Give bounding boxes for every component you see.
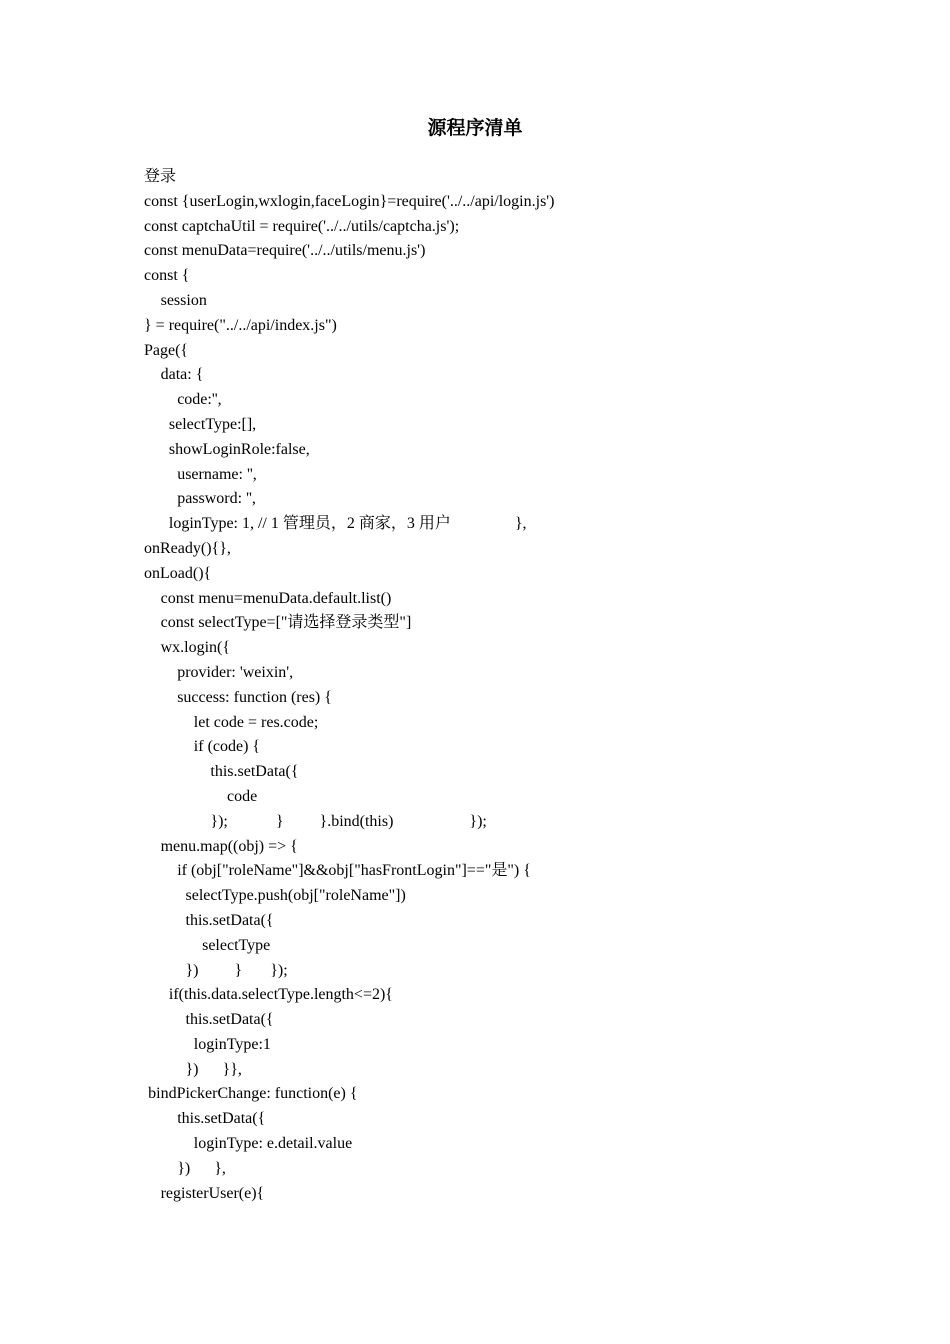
code-line: }); } }.bind(this) });	[210, 812, 487, 830]
code-line: this.setData({	[185, 911, 274, 929]
code-line: const menuData=require('../../utils/menu.js')	[144, 242, 426, 260]
code-line: const selectType=["请选择登录类型"]	[160, 614, 412, 632]
code-line: password: '',	[177, 490, 256, 508]
code-line: code	[227, 787, 258, 805]
source-code-listing	[144, 165, 904, 1206]
code-line: code:'',	[177, 391, 222, 409]
code-line: if(this.data.selectType.length<=2){	[168, 986, 393, 1004]
code-line: wx.login({	[160, 639, 231, 657]
page-title: 源程序清单	[427, 118, 523, 139]
code-line: showLoginRole:false,	[168, 440, 310, 458]
code-line: success: function (res) {	[177, 688, 332, 706]
code-line: registerUser(e){	[160, 1184, 265, 1202]
code-line: loginType:1	[193, 1035, 271, 1053]
code-line: this.setData({	[185, 1011, 274, 1029]
code-line: const {userLogin,wxlogin,faceLogin}=require('../../api/login.js')	[144, 192, 555, 210]
section-heading: 登录	[144, 168, 177, 185]
code-lines	[144, 190, 904, 1207]
code-line: menu.map((obj) => {	[160, 837, 298, 855]
code-line: bindPickerChange: function(e) {	[148, 1085, 358, 1103]
code-line: this.setData({	[177, 1110, 266, 1128]
code-line: } = require("../../api/index.js")	[144, 316, 337, 334]
code-line: const captchaUtil = require('../../utils/captcha.js');	[144, 217, 460, 235]
code-line: loginType: e.detail.value	[193, 1135, 353, 1153]
code-line: const menu=menuData.default.list()	[160, 589, 392, 607]
code-line: loginType: 1, // 1 管理员，2 商家，3 用户 },	[168, 515, 527, 533]
code-line: selectType.push(obj["roleName"])	[185, 887, 406, 905]
code-line: Page({	[144, 341, 189, 359]
code-line: const {	[144, 267, 190, 285]
code-line: }) }},	[185, 1060, 242, 1078]
code-line: if (obj["roleName"]&&obj["hasFrontLogin"]=="是") {	[177, 862, 531, 880]
code-line: onReady(){},	[144, 539, 231, 557]
code-line: selectType	[202, 936, 271, 954]
code-line: data: {	[160, 366, 204, 384]
code-line: if (code) {	[193, 738, 261, 756]
code-line: onLoad(){	[144, 564, 212, 582]
code-line: provider: 'weixin',	[177, 663, 294, 681]
code-line: username: '',	[177, 465, 257, 483]
code-line: selectType:[],	[168, 415, 257, 433]
code-line: }) },	[177, 1159, 226, 1177]
code-line: let code = res.code;	[193, 713, 319, 731]
code-line: session	[160, 291, 207, 309]
code-line: }) } });	[185, 961, 288, 979]
code-line: this.setData({	[210, 763, 299, 781]
